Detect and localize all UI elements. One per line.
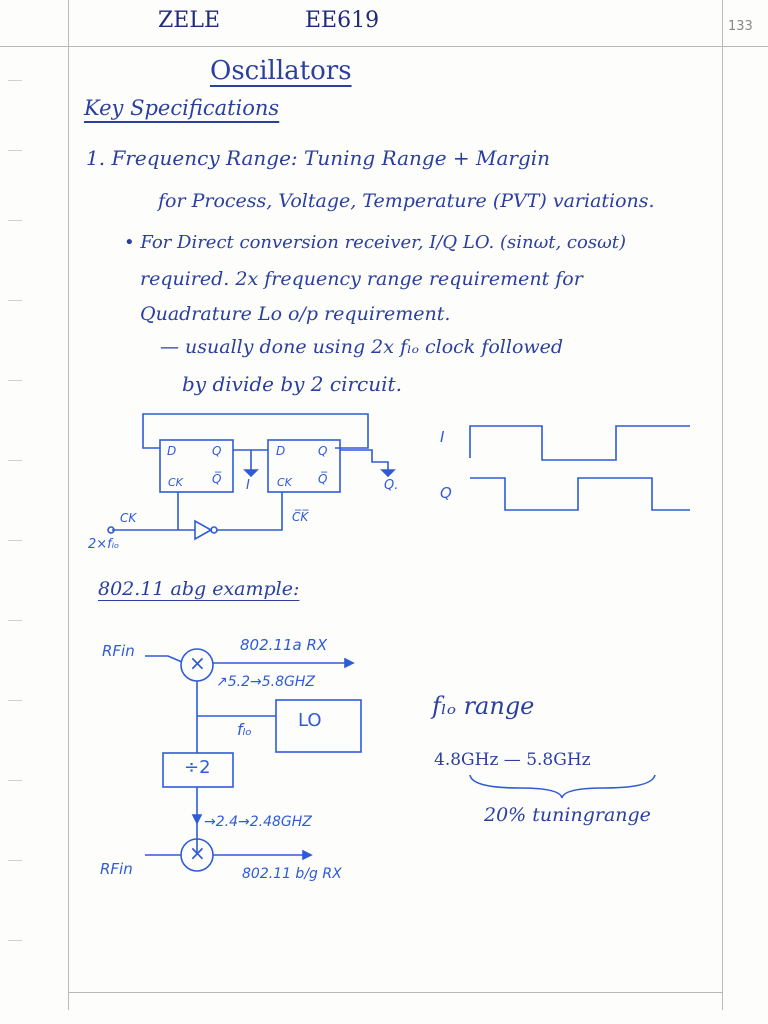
lo-label: LO xyxy=(298,710,322,731)
ff2-ck-label: CK xyxy=(277,476,292,489)
mixer-bottom-symbol: × xyxy=(189,841,206,865)
q-tap-label: Q. xyxy=(384,478,399,493)
ff1-d-label: D xyxy=(167,444,177,458)
divide-label: ÷2 xyxy=(184,757,211,778)
ff1-qbar-label: Q̅ xyxy=(212,472,222,486)
item1-line2: for Process, Voltage, Temperature (PVT) variations. xyxy=(158,190,655,212)
ff1-q-label: Q xyxy=(212,444,222,458)
header-course-left: ZELE xyxy=(158,8,221,33)
range-a-label: ↗5.2→5.8GHZ xyxy=(216,674,315,690)
section-heading: Key Specifications xyxy=(84,96,280,120)
tuning-range-note: 20% tuningrange xyxy=(484,804,651,826)
flo-range-title: fₗₒ range xyxy=(432,692,535,720)
range-brace xyxy=(470,775,655,798)
rfin-top-label: RFin xyxy=(102,642,135,660)
i-waveform-label: I xyxy=(440,428,445,446)
ff1-ck-label: CK xyxy=(168,476,183,489)
ck-label: CK xyxy=(120,511,137,525)
header-course-code: EE619 xyxy=(305,8,380,33)
bullet-line2: required. 2x frequency range requirement for xyxy=(140,268,583,290)
ff2-qbar-label: Q̅ xyxy=(318,472,328,486)
example-heading: 802.11 abg example: xyxy=(98,578,300,600)
page-title: Oscillators xyxy=(210,56,352,86)
q-waveform-label: Q xyxy=(440,484,452,502)
mixer-top-symbol: × xyxy=(189,651,206,675)
range-bg-label: →2.4→2.48GHZ xyxy=(204,814,312,830)
ff2-q-label: Q xyxy=(318,444,328,458)
rfin-bottom-label: RFin xyxy=(100,860,133,878)
ckbar-label: C̅K̅ xyxy=(292,510,309,524)
bullet-line1: • For Direct conversion receiver, I/Q LO. (sinωt, cosωt) xyxy=(124,232,627,253)
ff2-d-label: D xyxy=(276,444,286,458)
flo-label: fₗₒ xyxy=(237,720,252,739)
dash-line2: by divide by 2 circuit. xyxy=(182,372,402,396)
rx-a-label: 802.11a RX xyxy=(240,636,328,654)
i-tap-label: I xyxy=(246,478,250,493)
rx-bg-label: 802.11 b/g RX xyxy=(242,866,342,882)
bullet-line3: Quadrature Lo o/p requirement. xyxy=(140,303,451,325)
dash-line1: — usually done using 2x fₗₒ clock followed xyxy=(160,336,564,358)
page-number: 133 xyxy=(728,19,753,34)
clock-input-label: 2×fₗₒ xyxy=(88,537,120,552)
item1-line1: 1. Frequency Range: Tuning Range + Margin xyxy=(86,146,551,170)
flo-range-value: 4.8GHz — 5.8GHz xyxy=(434,750,591,770)
